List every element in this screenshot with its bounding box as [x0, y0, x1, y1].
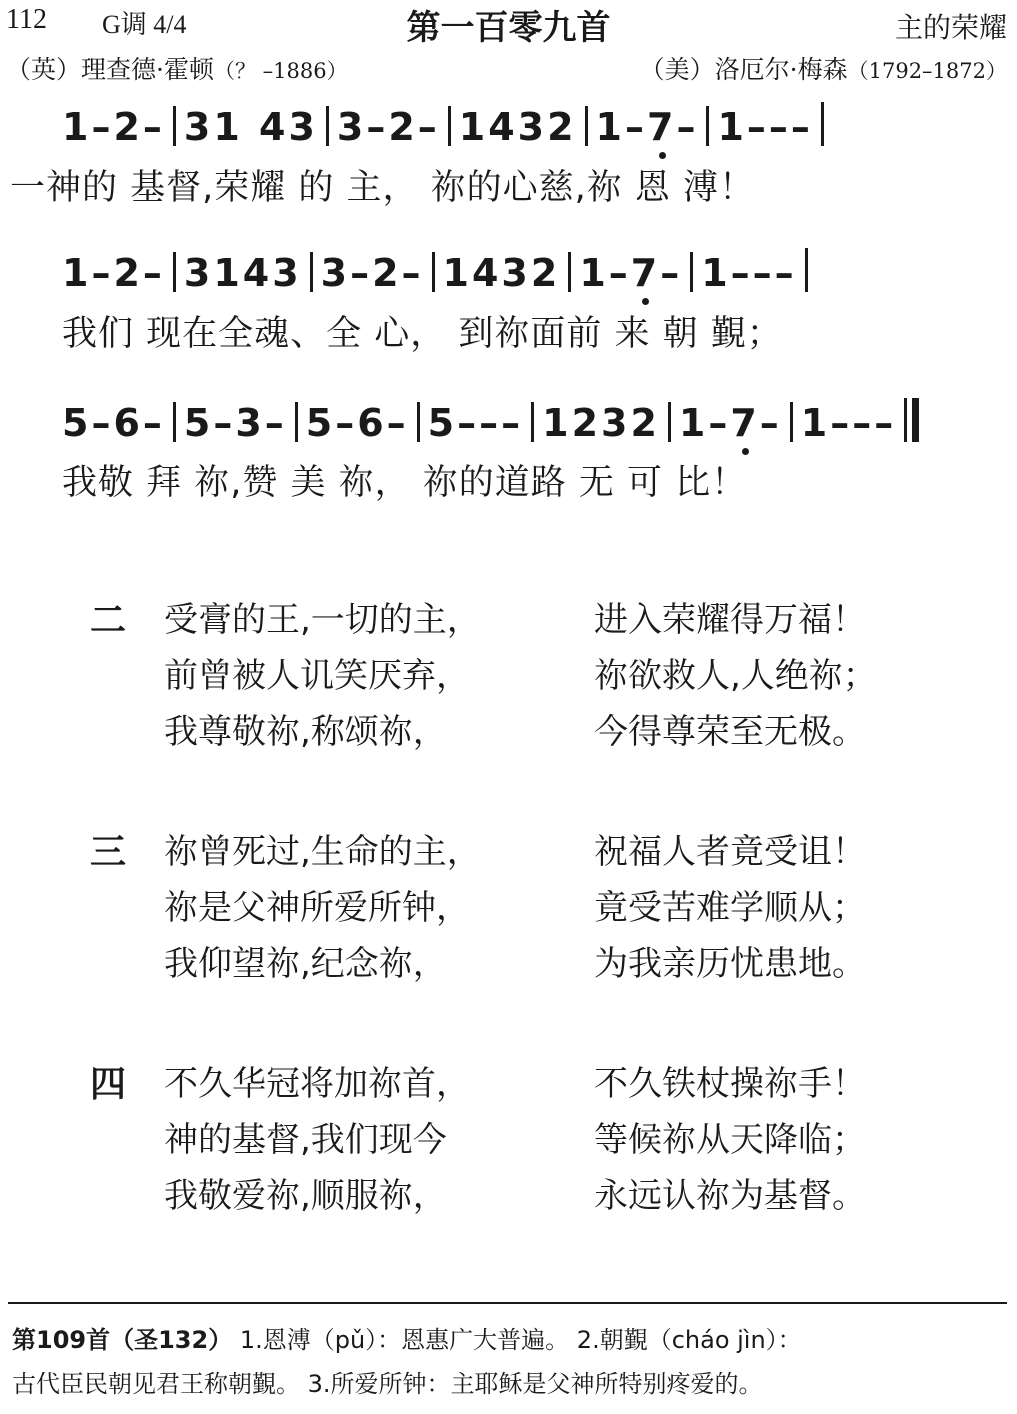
measure: 31 43 [183, 105, 318, 149]
barline [531, 402, 534, 442]
barline [295, 402, 298, 442]
measure: 5–6– [62, 401, 165, 445]
verse-line: 我敬爱祢,顺服祢， [164, 1176, 447, 1216]
composer-credit [640, 50, 1007, 86]
verse-line: 不久铁杖操祢手！ [594, 1064, 866, 1104]
verse-line: 不久华冠将加祢首， [164, 1064, 470, 1104]
verse-line: 今得尊荣至无极。 [594, 712, 866, 752]
verse-line: 进入荣耀得万福！ [594, 600, 866, 640]
lyric-line-1: 一神的 基督,荣耀 的 主， 祢的心慈,祢 恩 溥！ [10, 168, 756, 208]
verse-line: 祝福人者竟受诅！ [594, 832, 866, 872]
barline [568, 252, 571, 292]
verse-line: 祢曾死过,生命的主， [164, 832, 481, 872]
low-octave-note: 7 [730, 401, 759, 445]
hymn-subtitle: 主的荣耀 [894, 11, 1007, 44]
barline [706, 106, 709, 146]
lyric-line-2: 我们 现在全魂、全 心， 到祢面前 来 朝 覲； [62, 314, 783, 354]
measure: 5––– [427, 401, 524, 445]
verse-line: 竟受苦难学顺从； [594, 888, 866, 928]
low-octave-dot [642, 298, 649, 305]
measure: 3–2– [336, 105, 440, 149]
verse-line: 祢是父神所爱所钟， [164, 888, 470, 928]
measure: 1232 [542, 401, 660, 445]
barline [668, 402, 671, 442]
lyricist-name: （英）理查德·霍顿 [6, 55, 214, 84]
verse-line: 祢欲救人,人绝祢； [594, 656, 877, 696]
measure: 5–6– [305, 401, 409, 445]
low-octave-note: 7 [647, 105, 676, 149]
verse-line: 受膏的王,一切的主， [164, 600, 481, 640]
measure: 1––– [800, 401, 897, 445]
barline [805, 248, 808, 292]
lyricist-dates: （？ –1886） [213, 59, 348, 83]
verse-number: 四 [90, 1064, 127, 1105]
footnote-divider [8, 1302, 1007, 1304]
measure [596, 105, 699, 149]
note: 1– [595, 105, 647, 149]
note: – [660, 251, 683, 295]
measure: 3–2– [320, 251, 424, 295]
barline [173, 402, 176, 442]
verse-line: 神的基督,我们现今 [164, 1120, 447, 1160]
note: 1– [579, 251, 631, 295]
note: – [676, 105, 699, 149]
barline [790, 402, 793, 442]
barline [690, 252, 693, 292]
low-octave-dot [659, 152, 666, 159]
barline [417, 402, 420, 442]
measure: 1432 [442, 251, 561, 295]
low-octave-dot [742, 448, 749, 455]
barline [821, 102, 824, 146]
measure: 1––– [701, 251, 797, 295]
notation-line-2 [62, 248, 808, 295]
measure: 1432 [458, 105, 577, 149]
measure: 1–2– [62, 105, 165, 149]
hymn-title: 第一百零九首 [406, 8, 611, 48]
verse-number: 三 [90, 832, 127, 873]
lyric-line-3: 我敬 拜 祢,赞 美 祢， 祢的道路 无 可 比！ [62, 463, 748, 503]
key-time-signature: G调 4/4 [102, 10, 187, 39]
barline [326, 106, 329, 146]
footnote-text: 1.恩溥（pǔ）：恩惠广大普遍。 2.朝覲（cháo jìn）： [232, 1326, 802, 1354]
measure: 1–2– [62, 251, 165, 295]
verse-line: 永远认祢为基督。 [594, 1176, 866, 1216]
notation-line-1 [62, 102, 824, 149]
footnote-label: 第109首（圣132） [12, 1326, 233, 1354]
note: 1– [678, 401, 731, 445]
lyricist-credit [6, 50, 348, 86]
verse-line: 我尊敬祢,称颂祢， [164, 712, 447, 752]
verse-line: 前曾被人讥笑厌弃， [164, 656, 470, 696]
footnote-line-2: 古代臣民朝见君王称朝覲。 3.所爱所钟：主耶稣是父神所特别疼爱的。 [12, 1370, 763, 1398]
measure: 1––– [717, 105, 813, 149]
notation-line-3 [62, 398, 919, 445]
barline [310, 252, 313, 292]
composer-dates: （1792–1872） [847, 59, 1007, 83]
barline [448, 106, 451, 146]
note: – [759, 401, 782, 445]
final-barline [904, 398, 907, 442]
measure [679, 401, 782, 445]
verse-line: 为我亲历忧患地。 [594, 944, 866, 984]
barline [173, 106, 176, 146]
low-octave-note: 7 [631, 251, 660, 295]
barline [585, 106, 588, 146]
barline [173, 252, 176, 292]
final-barline-thick [912, 398, 919, 442]
composer-name: （美）洛厄尔·梅森 [639, 55, 848, 84]
verse-number: 二 [90, 600, 127, 641]
barline [432, 252, 435, 292]
hymn-number: 112 [6, 4, 47, 35]
measure: 3143 [183, 251, 302, 295]
measure: 5–3– [183, 401, 287, 445]
verse-line: 等候祢从天降临； [594, 1120, 866, 1160]
measure [579, 251, 682, 295]
verse-line: 我仰望祢,纪念祢， [164, 944, 447, 984]
footnote-line-1 [12, 1320, 802, 1355]
